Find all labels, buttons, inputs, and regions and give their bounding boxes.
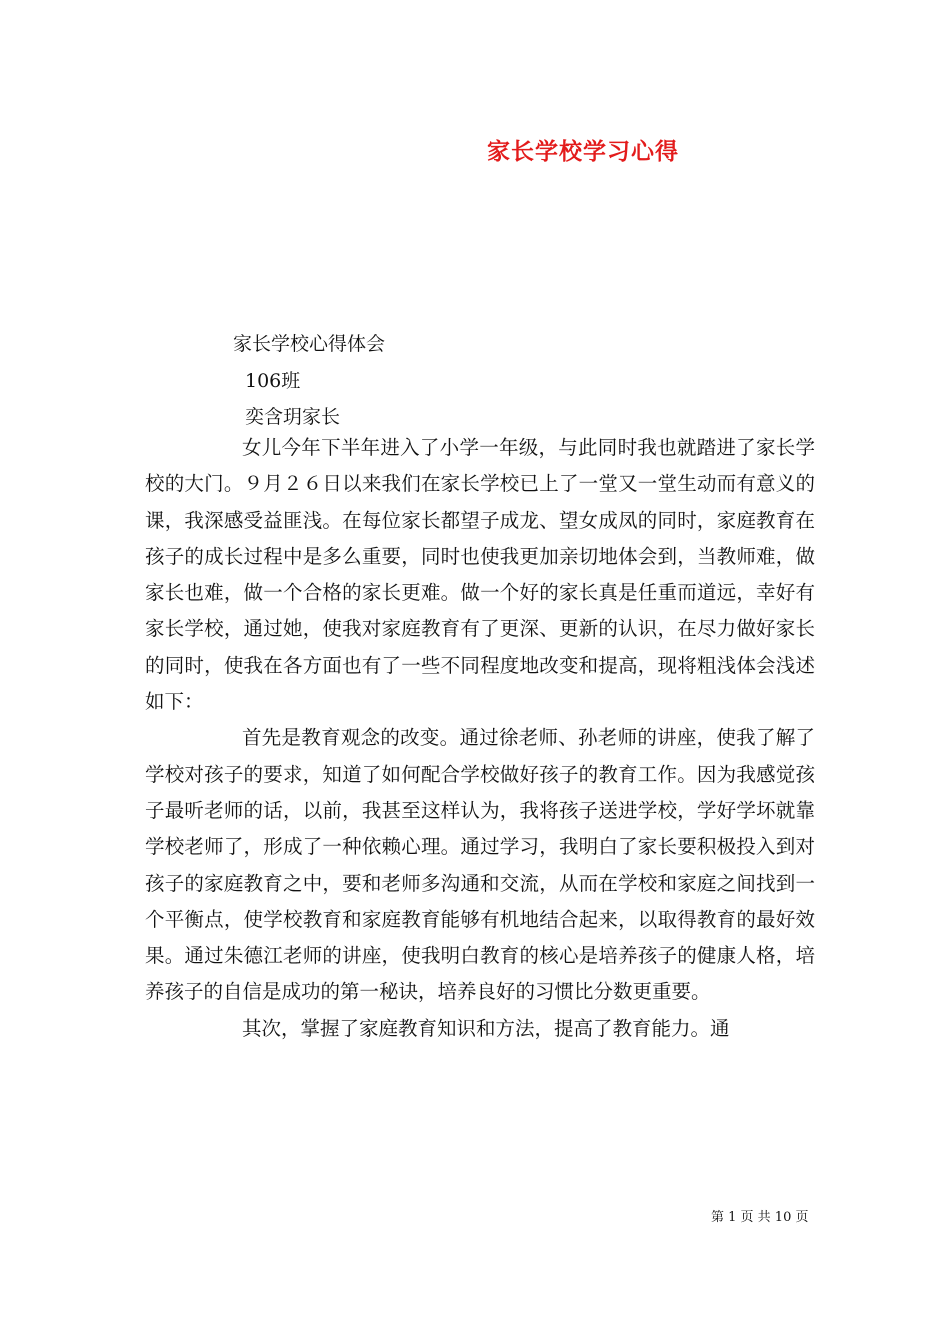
document-title: 家长学校学习心得 — [487, 138, 679, 165]
document-heading: 家长学校心得体会 — [233, 333, 386, 355]
paragraph: 女儿今年下半年进入了小学一年级，与此同时我也就踏进了家长学校的大门。９月２６日以来我们在家长学校已上了一堂又一堂生动而有意义的课，我深感受益匪浅。在每位家长都望子成龙、望女成凤的同时，家庭教育在孩子的成长过程中是多么重要，同时也使我更加亲切地体会到，当教师难，做家长也难，做一个合格的家长更难。做一个好的家长真是任重而道远，幸好有家长学校，通过她，使我对家庭教育有了更深、更新的认识，在尽力做好家长的同时，使我在各方面也有了一些不同程度地改变和提高，现将粗浅体会浅述如下： — [145, 436, 815, 714]
class-line: 106班 — [245, 370, 301, 392]
document-body — [145, 430, 815, 1047]
paragraph: 其次，掌握了家庭教育知识和方法，提高了教育能力。通 — [242, 1016, 730, 1040]
author-line: 奕含玥家长 — [245, 406, 341, 428]
paragraph: 首先是教育观念的改变。通过徐老师、孙老师的讲座，使我了解了学校对孩子的要求，知道了如何配合学校做好孩子的教育工作。因为我感觉孩子最听老师的话，以前，我甚至这样认为，我将孩子送进学校，学好学坏就靠学校老师了，形成了一种依赖心理。通过学习，我明白了家长要积极投入到对孩子的家庭教育之中，要和老师多沟通和交流，从而在学校和家庭之间找到一个平衡点，使学校教育和家庭教育能够有机地结合起来，以取得教育的最好效果。通过朱德江老师的讲座，使我明白教育的核心是培养孩子的健康人格，培养孩子的自信是成功的第一秘诀，培养良好的习惯比分数更重要。 — [145, 726, 815, 1004]
page-number: 第 1 页 共 10 页 — [711, 1210, 809, 1225]
